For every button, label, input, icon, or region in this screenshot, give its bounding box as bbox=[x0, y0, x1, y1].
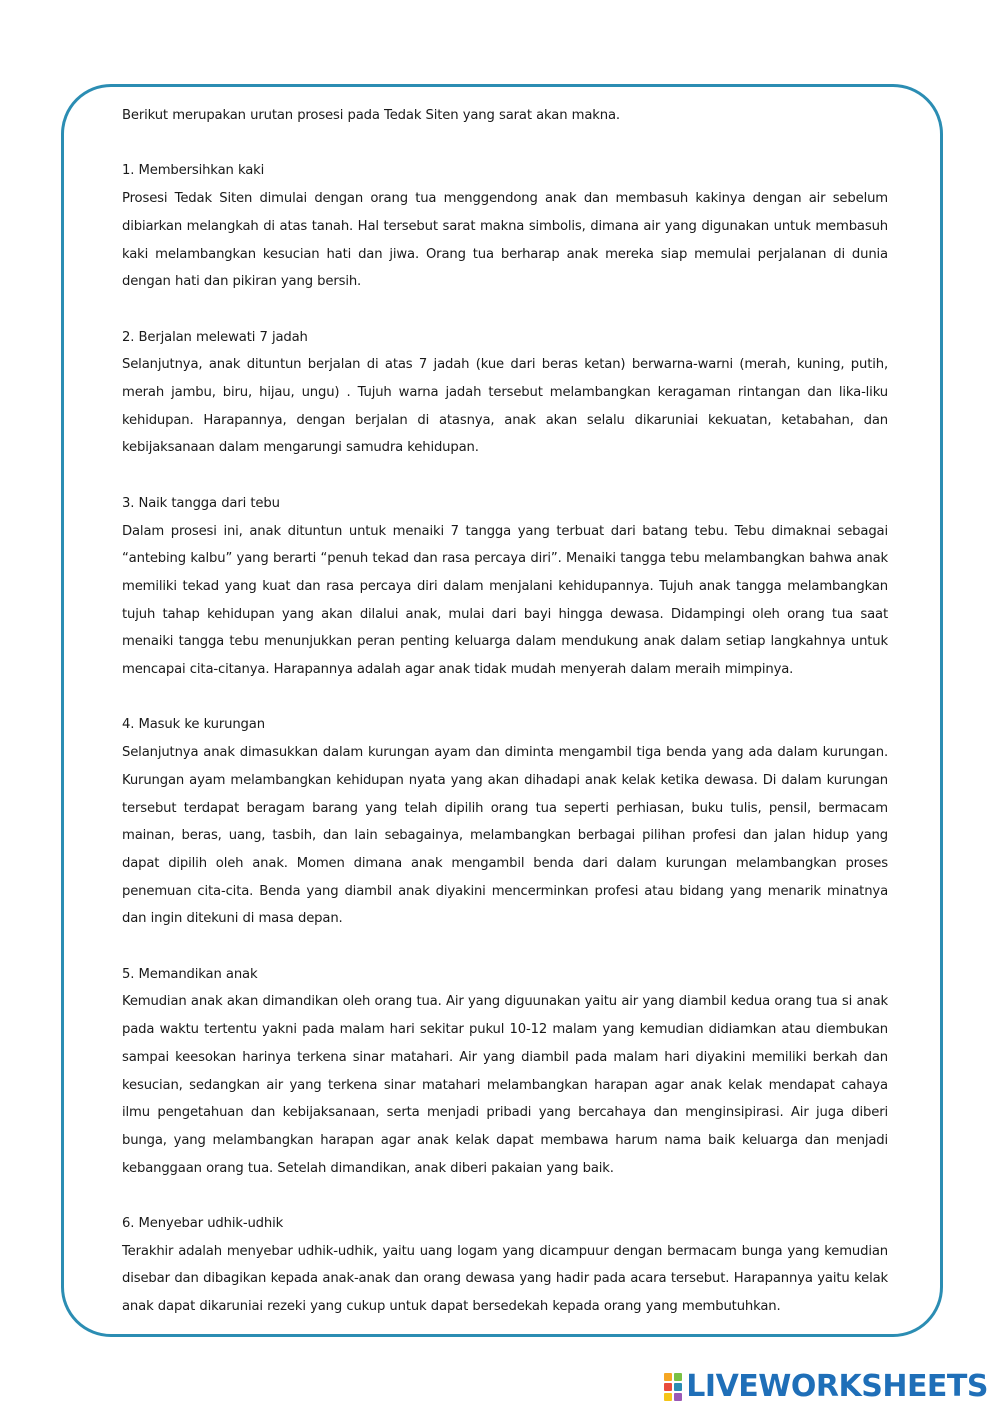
section-berjalan-melewati-jadah bbox=[122, 324, 888, 463]
liveworksheets-logo-icon bbox=[664, 1373, 682, 1401]
document-content bbox=[122, 102, 888, 1321]
section-title: 2. Berjalan melewati 7 jadah bbox=[122, 329, 308, 345]
section-masuk-kurungan bbox=[122, 711, 888, 933]
section-body: Prosesi Tedak Siten dimulai dengan orang tua menggendong anak dan membasuh kakinya dengan air sebelum dibiarkan melangkah di atas tanah. Hal tersebut sarat makna simbolis, dimana air yang digunakan untuk membasuh kaki melambangkan kesucian hati dan jiwa. Orang tua berharap anak mereka siap memulai perjalanan di dunia dengan hati dan pikiran yang bersih. bbox=[122, 191, 888, 290]
section-body: Kemudian anak akan dimandikan oleh orang tua. Air yang diguunakan yaitu air yang diambil kedua orang tua si anak pada waktu tertentu yakni pada malam hari sekitar pukul 10-12 malam yang kemudian didiamkan atau diembukan sampai keesokan harinya terkena sinar matahari. Air yang diambil pada malam hari diyakini memiliki berkah dan kesucian, sedangkan air yang terkena sinar matahari melambangkan harapan agar anak kelak mendapat cahaya ilmu pengetahuan dan kebijaksanaan, serta menjadi pribadi yang bercahaya dan menginsipirasi. Air juga diberi bunga, yang melambangkan harapan agar anak kelak dapat membawa harum nama baik keluarga dan menjadi kebanggaan orang tua. Setelah dimandikan, anak diberi pakaian yang baik. bbox=[122, 994, 888, 1176]
section-body: Selanjutnya, anak dituntun berjalan di atas 7 jadah (kue dari beras ketan) berwarna-warni (merah, kuning, putih, merah jambu, biru, hijau, ungu) . Tujuh warna jadah tersebut melambangkan keragaman rintangan dan lika-liku kehidupan. Harapannya, dengan berjalan di atasnya, anak akan selalu dikaruniai kekuatan, ketabahan, dan kebijaksanaan dalam mengarungi samudra kehidupan. bbox=[122, 357, 888, 456]
intro-text: Berikut merupakan urutan prosesi pada Tedak Siten yang sarat akan makna. bbox=[122, 108, 620, 123]
section-memandikan-anak bbox=[122, 961, 888, 1183]
section-body: Selanjutnya anak dimasukkan dalam kurungan ayam dan diminta mengambil tiga benda yang ada dalam kurungan. Kurungan ayam melambangkan kehidupan nyata yang akan dihadapi anak kelak ketika dewasa. Di dalam kurungan tersebut terdapat beragam barang yang telah dipilih orang tua seperti perhiasan, buku tulis, pensil, bermacam mainan, beras, uang, tasbih, dan lain sebagainya, melambangkan berbagai pilihan profesi dan jalan hidup yang dapat dipilih oleh anak. Momen dimana anak mengambil benda dari dalam kurungan melambangkan proses penemuan cita-cita. Benda yang diambil anak diyakini mencerminkan profesi atau bidang yang menarik minatnya dan ingin ditekuni di masa depan. bbox=[122, 745, 888, 927]
section-body: Dalam prosesi ini, anak dituntun untuk menaiki 7 tangga yang terbuat dari batang tebu. Tebu dimaknai sebagai “antebing kalbu” yang berarti “penuh tekad dan rasa percaya diri”. Menaiki tangga tebu melambangkan bahwa anak memiliki tekad yang kuat dan rasa percaya diri dalam menjalani kehidupannya. Tujuh anak tangga melambangkan tujuh tahap kehidupan yang akan dilalui anak, mulai dari bayi hingga dewasa. Didampingi oleh orang tua saat menaiki tangga tebu menunjukkan peran penting keluarga dalam mendukung anak dalam setiap langkahnya untuk mencapai cita-citanya. Harapannya adalah agar anak tidak mudah menyerah dalam meraih mimpinya. bbox=[122, 523, 888, 678]
section-title: 4. Masuk ke kurungan bbox=[122, 717, 265, 733]
section-title: 6. Menyebar udhik-udhik bbox=[122, 1216, 284, 1232]
section-menyebar-udhik-udhik bbox=[122, 1210, 888, 1321]
section-title: 1. Membersihkan kaki bbox=[122, 163, 265, 179]
logo-text: LIVEWORKSHEETS bbox=[686, 1369, 988, 1404]
section-title: 5. Memandikan anak bbox=[122, 966, 258, 982]
section-body: Terakhir adalah menyebar udhik-udhik, yaitu uang logam yang dicampuur dengan bermacam bunga yang kemudian disebar dan dibagikan kepada anak-anak dan orang dewasa yang hadir pada acara tersebut. Harapannya yaitu kelak anak dapat dikaruniai rezeki yang cukup untuk dapat bersedekah kepada orang yang membutuhkan. bbox=[122, 1243, 888, 1315]
section-title: 3. Naik tangga dari tebu bbox=[122, 495, 280, 511]
section-naik-tangga-tebu bbox=[122, 490, 888, 684]
liveworksheets-logo bbox=[664, 1369, 988, 1404]
section-membersihkan-kaki bbox=[122, 157, 888, 296]
